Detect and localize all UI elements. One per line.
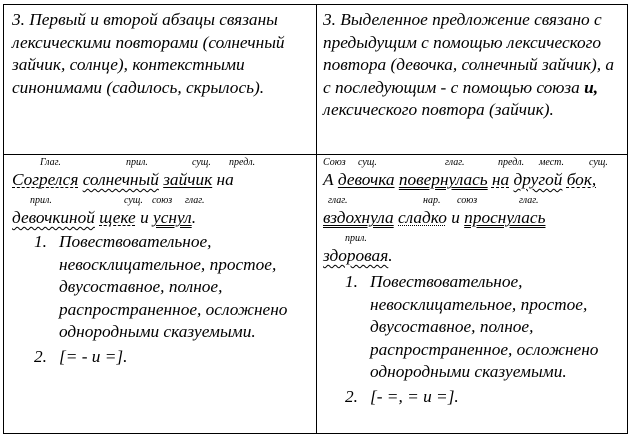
characteristics-list [12,231,312,368]
pos-annotations-line2 [323,194,625,207]
pos-label: глаг. [519,195,539,206]
parsed-sentence-line1 [12,169,312,191]
pos-label: Союз [323,157,346,168]
sentence-word: бок, [566,170,597,189]
sentence-word: и [140,208,149,227]
parsed-sentence-line2 [323,207,625,229]
pos-annotations-line2 [12,194,312,207]
sentence-word: вздохнула [323,208,394,227]
sentence-word: солнечный [82,170,159,189]
pos-label: Глаг. [40,157,61,168]
pos-label: прил. [126,157,148,168]
list-item: 2. [= - и =]. [34,346,128,366]
pos-annotations-line1 [12,156,312,169]
sentence-word: девочка [337,170,395,189]
pos-label: мест. [539,157,564,168]
pos-label: сущ. [192,157,211,168]
sentence-word: на [491,170,510,189]
pos-label: прил. [30,195,52,206]
comparison-table [3,4,629,434]
pos-annotations-line1 [323,156,625,169]
sentence-word: здоровая [323,246,389,265]
sentence-word: зайчик [163,170,213,189]
list-item: 1. Повествовательное, невосклицательное, простое, двусоставное, полное, распространенное, осложнено однородными сказуемыми. [345,272,599,381]
sentence-word: А [323,170,334,189]
table-border-right [627,4,628,434]
cell-row2-right [323,156,625,408]
pos-label: сущ. [124,195,143,206]
list-item: 2. [- =, = и =]. [345,386,459,406]
pos-label: глаг. [185,195,205,206]
sentence-word: Согрелся [12,170,79,189]
pos-label: сущ. [589,157,608,168]
connection-text-left: 3. Первый и второй абзацы связаны лексическими повторами (солнечный зайчик, солнце), контекстными синонимами (садилось, скрылось). [12,10,285,97]
connection-conjunction: и, [584,77,599,97]
cell-row1-right [323,9,623,122]
table-row-divider [3,154,628,155]
pos-label: предл. [498,157,525,168]
pos-label: глаг. [328,195,348,206]
pos-label: союз [457,195,478,206]
sentence-word: повернулась [398,170,488,189]
sentence-word: девочкиной [12,208,95,227]
pos-annotations-line3 [323,232,625,245]
sentence-word: на [216,170,234,189]
cell-row2-left [12,156,312,368]
pos-label: глаг. [445,157,465,168]
connection-text-right-part1: 3. Выделенное предложение связано с предыдущим с помощью лексического повтора (девочка, солнечный зайчик), а с последующим - с помощью союза [323,10,615,97]
pos-label: сущ. [358,157,377,168]
connection-text-right-part2: лексического повтора (зайчик). [323,100,554,119]
pos-label: нар. [423,195,441,206]
sentence-word: сладко [398,208,447,227]
sentence-word: проснулась [464,208,546,227]
pos-label: прил. [345,233,367,244]
table-border-left [3,4,4,434]
pos-label: предл. [229,157,256,168]
sentence-word: уснул [153,208,192,227]
list-item: 1. Повествовательное, невосклицательное, простое, двусоставное, полное, распространенное, осложнено однородными сказуемыми. [34,232,288,341]
cell-row1-left [12,9,312,99]
parsed-sentence-line1 [323,169,625,191]
sentence-word: другой [513,170,563,189]
table-border-top [3,4,628,5]
table-border-middle [316,4,317,434]
sentence-word: щеке [99,208,136,227]
characteristics-list [323,271,625,408]
pos-label: союз [152,195,173,206]
parsed-sentence-line2: девочкиной щеке и уснул. [12,208,197,227]
parsed-sentence-line3: здоровая. [323,246,393,265]
sentence-word: и [451,208,460,227]
connection-text-right [323,9,623,122]
